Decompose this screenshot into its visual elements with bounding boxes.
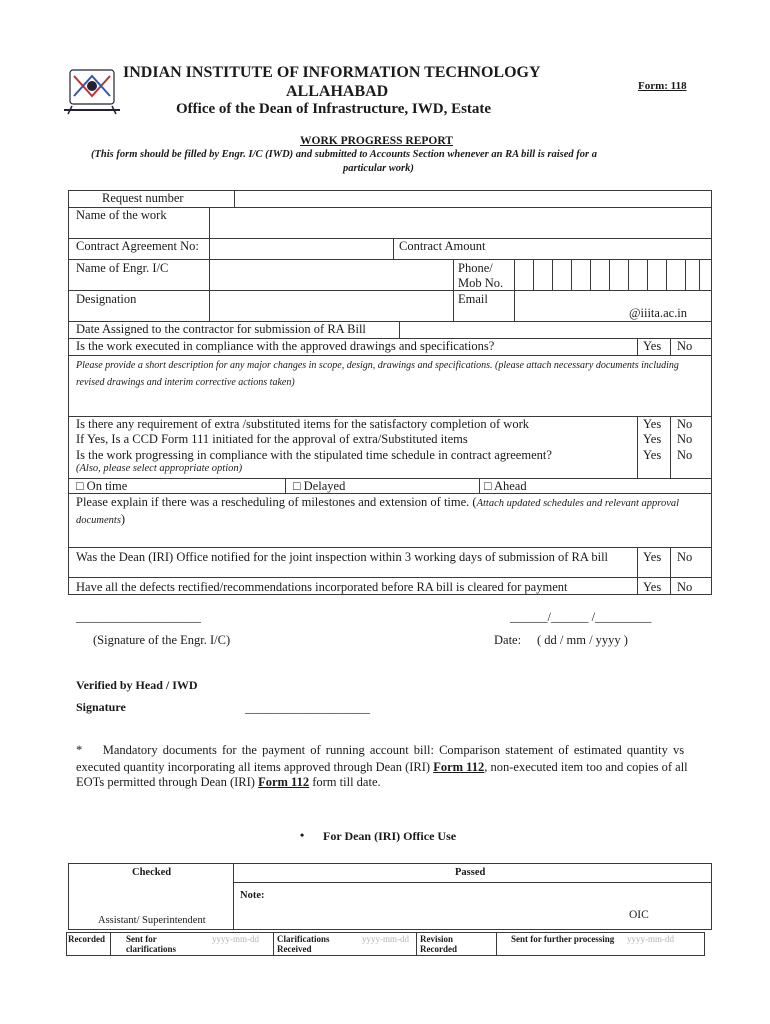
assistant-label: Assistant/ Superintendent bbox=[98, 915, 206, 926]
mandatory-text-b: executed quantity incorporating all items approved through Dean (IRI) bbox=[76, 760, 434, 774]
mandatory-text-c: , non-executed item too and copies of all bbox=[484, 760, 688, 774]
report-subtitle-line1: (This form should be filled by Engr. I/C (IWD) and submitted to Accounts Section whenever an RA bill is raised for a bbox=[91, 149, 597, 160]
office-use-bullet: • bbox=[300, 828, 305, 842]
sent-further-processing-label: Sent for further processing bbox=[511, 934, 615, 944]
mandatory-text-a: Mandatory documents for the payment of running account bill: Comparison statement of estimated quantity vs bbox=[102, 743, 685, 757]
note-label: Note: bbox=[240, 890, 265, 901]
extra-items-yes[interactable]: Yes bbox=[643, 417, 662, 431]
sent-for-clarifications-line2: clarifications bbox=[126, 944, 176, 954]
ccd-question: If Yes, Is a CCD Form 111 initiated for the approval of extra/Substituted items bbox=[76, 432, 468, 446]
rescheduling-note-part1: Attach updated schedules and relevant approval bbox=[476, 498, 680, 509]
designation-label: Designation bbox=[76, 292, 137, 306]
form112-link-2[interactable]: Form 112 bbox=[258, 775, 310, 789]
date-assigned-label: Date Assigned to the contractor for submission of RA Bill bbox=[76, 322, 366, 336]
defects-question: Have all the defects rectified/recommendations incorporated before RA bill is cleared for payment bbox=[76, 580, 568, 594]
office-use-title: For Dean (IRI) Office Use bbox=[323, 829, 457, 843]
date-label: Date: bbox=[494, 633, 522, 647]
verify-signature-label: Signature bbox=[76, 700, 126, 714]
institute-logo bbox=[62, 66, 122, 118]
option-delayed[interactable]: □ Delayed bbox=[293, 479, 346, 493]
rescheduling-note-part2: documents bbox=[76, 515, 121, 526]
contract-agreement-label: Contract Agreement No: bbox=[76, 239, 199, 253]
email-domain: @iiita.ac.in bbox=[629, 306, 688, 320]
option-on-time[interactable]: □ On time bbox=[76, 479, 128, 493]
revision-recorded-line1: Revision bbox=[420, 934, 454, 944]
compliance-yes[interactable]: Yes bbox=[643, 339, 662, 353]
dean-notified-yes[interactable]: Yes bbox=[643, 550, 662, 564]
clarifications-received-line2: Received bbox=[277, 944, 312, 954]
compliance-question: Is the work executed in compliance with the approved drawings and specifications? bbox=[76, 339, 495, 353]
clarification-received-date-field[interactable]: yyyy-mm-dd bbox=[362, 934, 409, 944]
mandatory-star: * bbox=[76, 743, 83, 757]
clarifications-received-line1: Clarifications bbox=[277, 934, 330, 944]
rescheduling-text-line2 bbox=[76, 512, 125, 528]
institute-name-line2: ALLAHABAD bbox=[286, 83, 389, 100]
compliance-no[interactable]: No bbox=[677, 339, 693, 353]
further-processing-date-field[interactable]: yyyy-mm-dd bbox=[627, 934, 674, 944]
progress-question: Is the work progressing in compliance with the stipulated time schedule in contract agreement? bbox=[76, 448, 552, 462]
oic-label: OIC bbox=[629, 909, 649, 921]
defects-no[interactable]: No bbox=[677, 580, 693, 594]
progress-yes[interactable]: Yes bbox=[643, 448, 662, 462]
progress-no[interactable]: No bbox=[677, 448, 693, 462]
email-label: Email bbox=[458, 292, 488, 306]
form112-link[interactable]: Form 112 bbox=[433, 760, 485, 774]
engineer-name-label: Name of Engr. I/C bbox=[76, 261, 169, 275]
request-number-label: Request number bbox=[102, 191, 184, 205]
extra-items-question: Is there any requirement of extra /substituted items for the satisfactory completion of work bbox=[76, 417, 529, 431]
office-title: Office of the Dean of Infrastructure, IWD, Estate bbox=[176, 101, 492, 117]
verify-signature-line[interactable]: ____________________ bbox=[245, 701, 370, 715]
revision-recorded-line2: Recorded bbox=[420, 944, 457, 954]
option-ahead[interactable]: □ Ahead bbox=[484, 479, 527, 493]
date-format: ( dd / mm / yyyy ) bbox=[537, 633, 628, 647]
mandatory-text-e: form till date. bbox=[309, 775, 381, 789]
changes-note-line2: revised drawings and interim corrective actions taken) bbox=[76, 377, 295, 388]
mandatory-line3 bbox=[76, 775, 381, 789]
rescheduling-close: ) bbox=[120, 512, 126, 526]
phone-label-line2: Mob No. bbox=[458, 276, 504, 290]
rescheduling-question: Please explain if there was a rescheduling of milestones and extension of time. ( bbox=[76, 495, 477, 509]
passed-header: Passed bbox=[455, 867, 486, 878]
mandatory-line2 bbox=[76, 760, 688, 774]
clarification-sent-date-field[interactable]: yyyy-mm-dd bbox=[212, 934, 259, 944]
extra-items-no[interactable]: No bbox=[677, 417, 693, 431]
defects-yes[interactable]: Yes bbox=[643, 580, 662, 594]
sent-for-clarifications-line1: Sent for bbox=[126, 934, 157, 944]
contract-amount-label: Contract Amount bbox=[399, 239, 486, 253]
form-number: Form: 118 bbox=[638, 80, 687, 92]
report-subtitle-line2: particular work) bbox=[343, 163, 414, 174]
ccd-no[interactable]: No bbox=[677, 432, 693, 446]
institute-name-line1: INDIAN INSTITUTE OF INFORMATION TECHNOLOGY bbox=[123, 64, 541, 81]
mandatory-text-d: EOTs permitted through Dean (IRI) bbox=[76, 775, 259, 789]
verified-by-label: Verified by Head / IWD bbox=[76, 678, 198, 692]
dean-notified-no[interactable]: No bbox=[677, 550, 693, 564]
dean-notified-question: Was the Dean (IRI) Office notified for the joint inspection within 3 working days of submission of RA bill bbox=[76, 550, 609, 564]
rescheduling-text bbox=[76, 495, 679, 511]
checked-header: Checked bbox=[132, 867, 172, 878]
changes-note-line1: Please provide a short description for any major changes in scope, design, drawings and specifications. (please attach necessary documents including bbox=[76, 360, 679, 371]
date-entry-line[interactable]: ______/______ /_________ bbox=[510, 610, 652, 624]
recorded-label: Recorded bbox=[68, 934, 105, 944]
progress-note: (Also, please select appropriate option) bbox=[76, 463, 243, 474]
report-title: WORK PROGRESS REPORT bbox=[300, 135, 453, 147]
name-of-work-label: Name of the work bbox=[76, 208, 167, 222]
ccd-yes[interactable]: Yes bbox=[643, 432, 662, 446]
engineer-signature-label: (Signature of the Engr. I/C) bbox=[93, 633, 231, 647]
phone-label-line1: Phone/ bbox=[458, 261, 493, 275]
engineer-signature-line[interactable]: ____________________ bbox=[76, 610, 201, 624]
mandatory-line1 bbox=[76, 743, 684, 757]
